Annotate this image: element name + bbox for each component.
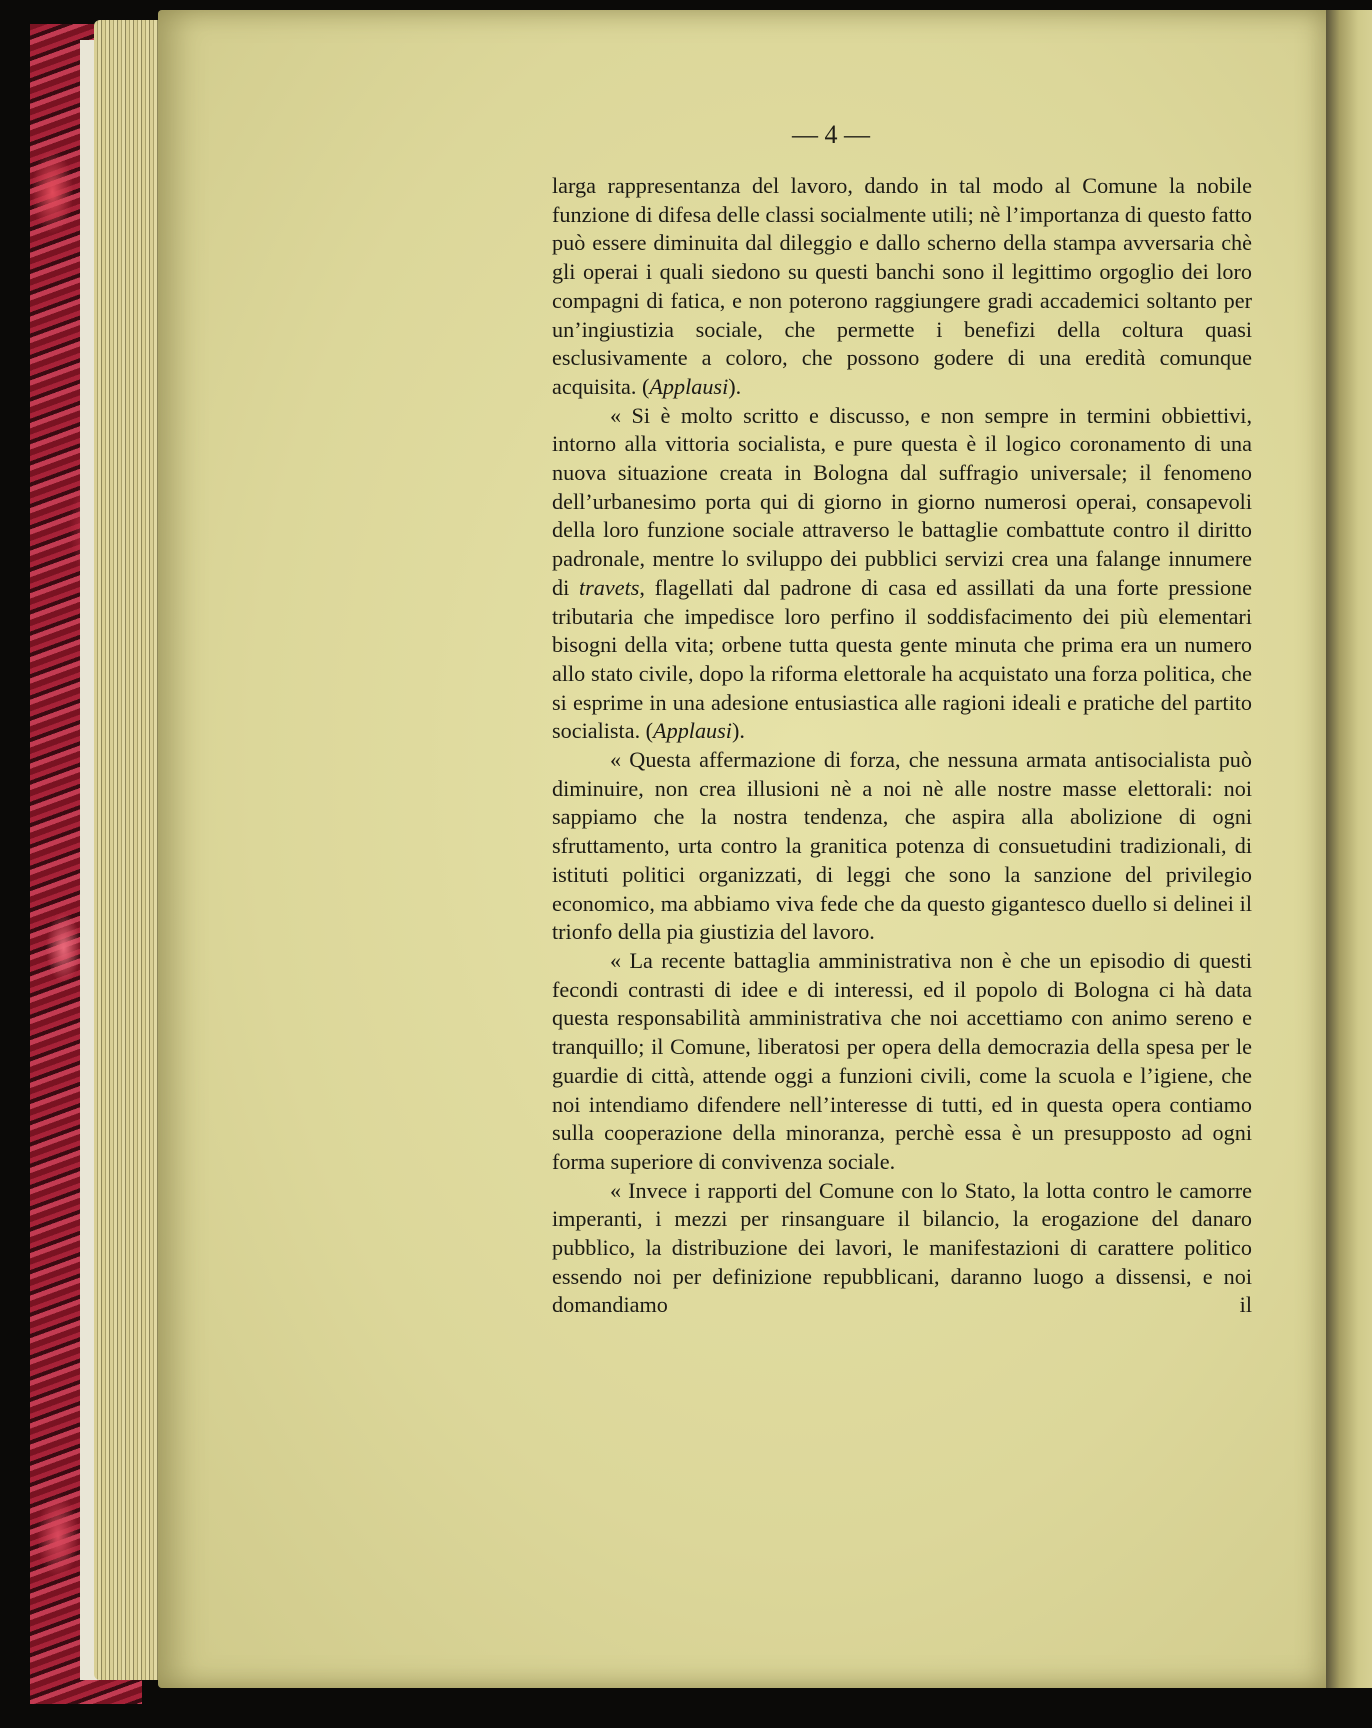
paragraph-2: « Si è molto scritto e discusso, e non sempre in termini obbiettivi, intorno alla vittoria socialista, e pure questa è il logico coronamento di una nuova situazione creata in Bologna dal suffragio universale; il fenomeno dell’urbanesimo porta qui di giorno in giorno numerosi operai, consapevoli della loro funzione sociale attraverso le battaglie combattute contro il diritto padronale, mentre lo sviluppo dei pubblici servizi crea una falange innumere di travets, flagellati dal padrone di casa ed assillati da una forte pressione tributaria che impedisce loro perfino il soddisfacimento dei più elementari bisogni della vita; orbene tutta questa gente minuta che prima era un numero allo stato civile, dopo la riforma elettorale ha acquistato una forza politica, che si esprime in una adesione entusiastica alle ragioni ideali e pratiche del partito socialista. (Applausi). xyxy=(552,402,1252,744)
facing-page-edge xyxy=(1326,10,1372,1688)
paragraph-4: « La recente battaglia amministrativa non è che un episodio di questi fecondi contrasti di idee e di interessi, ed il popolo di Bologna ci hà data questa responsabilità amministrativa che noi accettiamo con animo sereno e tranquillo; il Comune, liberatosi per opera della democrazia della spesa per le guardie di città, attende oggi a funzioni civili, come la scuola e l’igiene, che noi intendiamo difendere nell’interesse di tutti, ed in questa opera contiamo sulla cooperazione della minoranza, perchè essa è un presupposto ad ogni forma superiore di convivenza sociale. xyxy=(552,947,1252,1174)
italic-term: travets xyxy=(578,574,640,600)
paragraph-5: « Invece i rapporti del Comune con lo Stato, la lotta contro le camorre imperanti, i mezzi per rinsanguare il bilancio, la erogazione del danaro pubblico, la distribuzione dei lavori, le manifestazioni di carattere politico essendo noi per definizione repubblicani, daranno luogo a dissensi, e noi domandiamo il xyxy=(552,1177,1252,1318)
paragraph-1: larga rappresentanza del lavoro, dando in tal modo al Comune la nobile funzione di difesa delle classi socialmente utili; nè l’importanza di questo fatto può essere diminuita dal dileggio e dallo scherno della stampa avversaria chè gli operai i quali siedono su questi banchi sono il legittimo orgoglio dei loro compagni di fatica, e non poterono raggiungere gradi accademici soltanto per un’ingiustizia sociale, che permette i benefizi della coltura quasi esclusivamente a coloro, che possono godere di una eredità comunque acquisita. (Applausi). xyxy=(552,173,1252,399)
body-text xyxy=(552,172,1252,1320)
stage-direction: Applausi xyxy=(649,373,729,399)
page-number: — 4 — xyxy=(792,120,870,149)
stage-direction: Applausi xyxy=(653,718,732,744)
paragraph-3: « Questa affermazione di forza, che nessuna armata antisocialista può diminuire, non crea illusioni nè a noi nè alle nostre masse elettorali: noi sappiamo che la nostra tendenza, che aspira alla abolizione di ogni sfruttamento, urta contro la granitica potenza di consuetudini tradizionali, di istituti politici organizzati, di leggi che sono la sanzione del privilegio economico, ma abbiamo viva fede che da questo gigantesco duello si delinei il trionfo della pia giustizia del lavoro. xyxy=(552,747,1252,945)
stacked-page-edges xyxy=(94,20,158,1680)
